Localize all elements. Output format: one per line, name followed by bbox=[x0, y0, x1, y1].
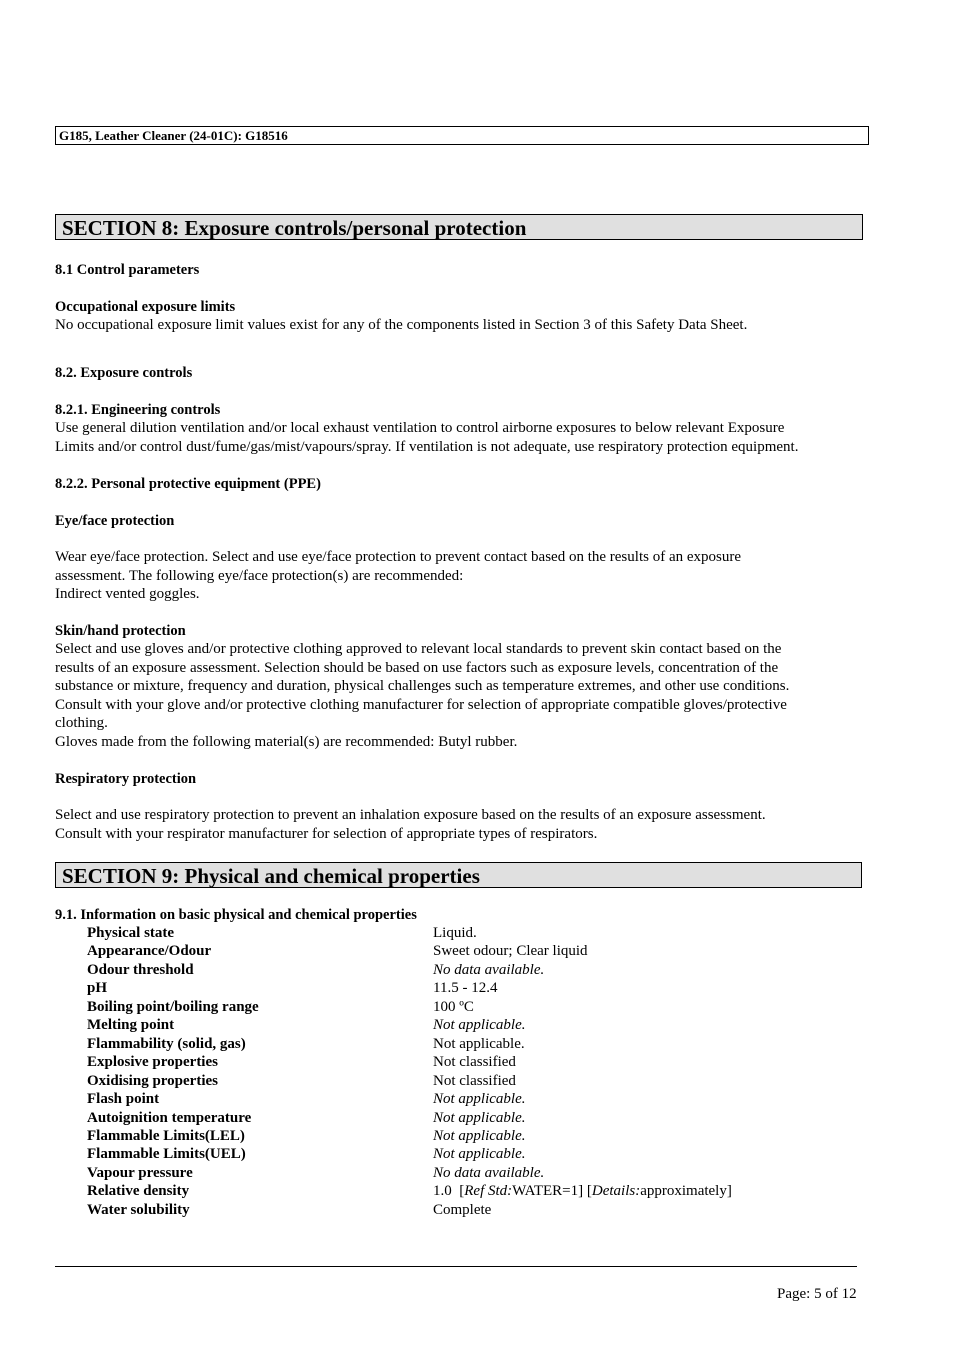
document-header: G185, Leather Cleaner (24-01C): G18516 bbox=[55, 126, 869, 145]
text-line: Use general dilution ventilation and/or local exhaust ventilation to control airborne exposures to below relevant Exposure bbox=[55, 420, 785, 436]
skin-protection-heading: Skin/hand protection bbox=[55, 623, 186, 639]
property-value: Not classified bbox=[433, 1072, 516, 1089]
oel-text: No occupational exposure limit values exist for any of the components listed in Section 3 of this Safety Data Sheet. bbox=[55, 317, 748, 333]
property-value: Not applicable. bbox=[433, 1091, 526, 1108]
section-8-title: SECTION 8: Exposure controls/personal protection bbox=[55, 214, 863, 240]
property-label: Appearance/Odour bbox=[87, 943, 212, 960]
respiratory-protection-heading: Respiratory protection bbox=[55, 771, 197, 787]
property-value: Liquid. bbox=[433, 925, 477, 941]
property-label: Melting point bbox=[87, 1017, 175, 1034]
footer-divider bbox=[55, 1266, 857, 1267]
basic-properties-heading: 9.1. Information on basic physical and chemical properties bbox=[55, 907, 417, 923]
ref-std-label: Ref Std: bbox=[464, 1183, 513, 1200]
property-value: Not applicable. bbox=[433, 1035, 525, 1052]
details-label: Details: bbox=[591, 1183, 641, 1200]
property-value: No data available. bbox=[433, 1164, 545, 1181]
property-label: Boiling point/boiling range bbox=[87, 998, 259, 1015]
property-value: Not applicable. bbox=[433, 1017, 526, 1034]
property-label: Relative density bbox=[87, 1183, 190, 1200]
property-value: No data available. bbox=[433, 961, 545, 978]
skin-protection-text bbox=[55, 640, 865, 751]
property-label: Vapour pressure bbox=[87, 1164, 193, 1181]
density-value: 1.0 bbox=[433, 1183, 452, 1200]
property-label: Flammability (solid, gas) bbox=[87, 1035, 246, 1052]
property-label: Flammable Limits(LEL) bbox=[87, 1127, 245, 1144]
eye-protection-heading: Eye/face protection bbox=[55, 513, 175, 529]
control-parameters-heading: 8.1 Control parameters bbox=[55, 262, 200, 278]
property-value: 1.0 [Ref Std:WATER=1] [Details:approximately] bbox=[433, 1183, 732, 1200]
details-value: approximately bbox=[640, 1183, 727, 1200]
oel-heading: Occupational exposure limits bbox=[55, 299, 236, 315]
text-line: substance or mixture, frequency and duration, physical challenges such as temperature extremes, and other use conditions. bbox=[55, 678, 790, 694]
property-label: Water solubility bbox=[87, 1201, 190, 1218]
text-line: assessment. The following eye/face protection(s) are recommended: bbox=[55, 567, 464, 584]
text-line: Consult with your glove and/or protective clothing manufacturer for selection of appropriate compatible gloves/protective bbox=[55, 696, 787, 713]
property-label: Autoignition temperature bbox=[87, 1109, 252, 1126]
exposure-controls-heading: 8.2. Exposure controls bbox=[55, 365, 193, 381]
property-value: Complete bbox=[433, 1201, 492, 1218]
property-value: Not applicable. bbox=[433, 1146, 526, 1163]
text-line: results of an exposure assessment. Selection should be based on use factors such as exposure levels, concentration of the bbox=[55, 659, 779, 676]
text-line: Limits and/or control dust/fume/gas/mist/vapours/spray. If ventilation is not adequate, use respiratory protection equipment. bbox=[55, 438, 799, 455]
property-label: Oxidising properties bbox=[87, 1072, 218, 1089]
engineering-controls-heading: 8.2.1. Engineering controls bbox=[55, 402, 221, 418]
section-9-title: SECTION 9: Physical and chemical properties bbox=[55, 862, 862, 888]
respiratory-protection-text bbox=[55, 806, 865, 843]
text-line: Indirect vented goggles. bbox=[55, 586, 200, 602]
property-label: pH bbox=[87, 980, 108, 997]
text-line: Wear eye/face protection. Select and use eye/face protection to prevent contact based on the results of an exposure bbox=[55, 549, 741, 565]
property-value: Not classified bbox=[433, 1054, 516, 1071]
engineering-controls-text bbox=[55, 419, 865, 456]
text-line: clothing. bbox=[55, 715, 108, 731]
property-value: Not applicable. bbox=[433, 1109, 526, 1126]
property-value: 100 ºC bbox=[433, 998, 474, 1015]
property-value: Sweet odour; Clear liquid bbox=[433, 943, 588, 960]
page-number: Page: 5 of 12 bbox=[777, 1286, 857, 1302]
text-line: Select and use respiratory protection to prevent an inhalation exposure based on the results of an exposure assessment. bbox=[55, 807, 766, 823]
property-label: Explosive properties bbox=[87, 1054, 218, 1071]
ref-std-value: WATER=1 bbox=[512, 1183, 579, 1200]
property-label: Physical state bbox=[87, 925, 175, 941]
eye-protection-text bbox=[55, 548, 865, 604]
property-value: 11.5 - 12.4 bbox=[433, 980, 498, 997]
text-line: Select and use gloves and/or protective clothing approved to relevant local standards to prevent skin contact based on the bbox=[55, 641, 782, 657]
text-line: Gloves made from the following material(s) are recommended: Butyl rubber. bbox=[55, 733, 518, 750]
property-value: Not applicable. bbox=[433, 1127, 526, 1144]
text-line: Consult with your respirator manufacturer for selection of appropriate types of respirators. bbox=[55, 825, 598, 842]
property-label: Odour threshold bbox=[87, 961, 194, 978]
property-label: Flash point bbox=[87, 1091, 160, 1108]
property-label: Flammable Limits(UEL) bbox=[87, 1146, 246, 1163]
ppe-heading: 8.2.2. Personal protective equipment (PPE) bbox=[55, 476, 321, 492]
